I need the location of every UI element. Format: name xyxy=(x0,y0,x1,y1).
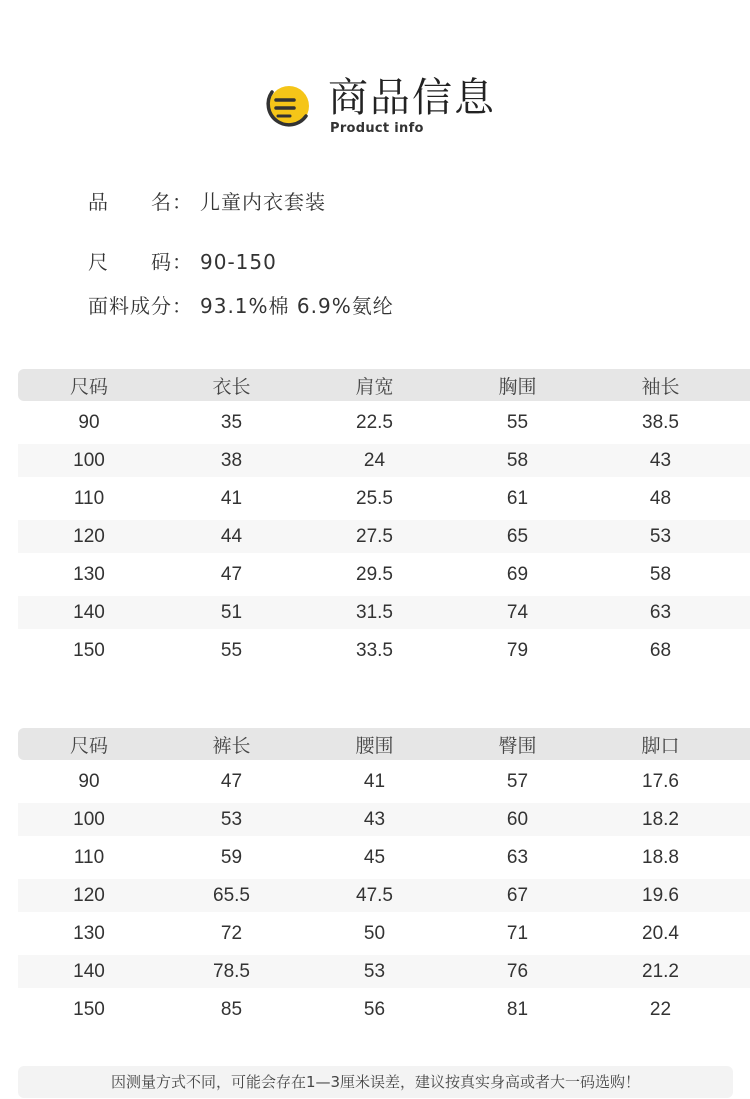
info-value: 93.1%棉 6.9%氨纶 xyxy=(200,294,394,318)
table-cell: 81 xyxy=(506,998,529,1020)
table-cell: 47.5 xyxy=(356,884,393,906)
table-cell: 41 xyxy=(220,487,243,509)
table-cell: 45 xyxy=(363,846,386,868)
table-header-cell: 脚口 xyxy=(641,735,680,757)
table-header-cell: 腰围 xyxy=(355,735,394,757)
table-cell: 140 xyxy=(73,601,105,623)
table-cell: 43 xyxy=(649,449,672,471)
table-cell: 78.5 xyxy=(213,960,250,982)
info-row-fabric xyxy=(88,290,394,319)
table-row xyxy=(18,444,750,477)
table-cell: 48 xyxy=(649,487,672,509)
table-cell: 90 xyxy=(78,770,100,792)
info-label: 面料成分： xyxy=(88,294,193,318)
table-cell: 68 xyxy=(649,639,672,661)
table-cell: 56 xyxy=(363,998,386,1020)
table-header-row xyxy=(18,728,750,760)
table-cell: 130 xyxy=(73,563,105,585)
product-info-icon xyxy=(262,82,312,132)
table-cell: 55 xyxy=(220,639,243,661)
table-cell: 58 xyxy=(649,563,672,585)
table-cell: 61 xyxy=(506,487,529,509)
page-subtitle: Product info xyxy=(330,121,424,136)
table-header-cell: 尺码 xyxy=(69,376,108,398)
table-cell: 55 xyxy=(506,411,529,433)
top-size-table xyxy=(18,369,750,672)
table-cell: 43 xyxy=(363,808,386,830)
table-cell: 110 xyxy=(73,487,105,509)
table-cell: 19.6 xyxy=(642,884,679,906)
table-cell: 100 xyxy=(73,449,105,471)
table-cell: 51 xyxy=(220,601,243,623)
table-row xyxy=(18,955,750,988)
table-cell: 60 xyxy=(506,808,529,830)
table-row xyxy=(18,879,750,912)
info-label: 品 名： xyxy=(88,190,193,214)
table-cell: 50 xyxy=(363,922,386,944)
table-cell: 120 xyxy=(73,884,105,906)
table-cell: 57 xyxy=(506,770,529,792)
table-cell: 79 xyxy=(506,639,529,661)
table-cell: 63 xyxy=(649,601,672,623)
table-cell: 85 xyxy=(220,998,243,1020)
section-header xyxy=(262,74,562,144)
table-cell: 74 xyxy=(506,601,529,623)
table-cell: 150 xyxy=(73,639,105,661)
table-row xyxy=(18,988,750,1031)
info-value: 90-150 xyxy=(200,250,277,274)
table-cell: 17.6 xyxy=(642,770,679,792)
table-cell: 90 xyxy=(78,411,100,433)
table-cell: 63 xyxy=(506,846,529,868)
table-cell: 130 xyxy=(73,922,105,944)
table-cell: 65.5 xyxy=(213,884,250,906)
table-header-cell: 肩宽 xyxy=(355,376,394,398)
table-cell: 58 xyxy=(506,449,529,471)
table-header-cell: 胸围 xyxy=(498,376,537,398)
table-cell: 22.5 xyxy=(356,411,393,433)
table-cell: 53 xyxy=(363,960,386,982)
table-header-row xyxy=(18,369,750,401)
table-row xyxy=(18,553,750,596)
info-row-name xyxy=(88,186,326,215)
info-value: 儿童内衣套装 xyxy=(200,190,326,214)
table-cell: 76 xyxy=(506,960,529,982)
table-row xyxy=(18,760,750,803)
table-cell: 53 xyxy=(220,808,243,830)
table-row xyxy=(18,912,750,955)
table-cell: 35 xyxy=(220,411,243,433)
table-cell: 140 xyxy=(73,960,105,982)
table-cell: 47 xyxy=(220,770,243,792)
table-cell: 31.5 xyxy=(356,601,393,623)
table-cell: 27.5 xyxy=(356,525,393,547)
table-cell: 38.5 xyxy=(642,411,679,433)
table-cell: 47 xyxy=(220,563,243,585)
table-cell: 21.2 xyxy=(642,960,679,982)
table-header-cell: 尺码 xyxy=(69,735,108,757)
page-title: 商品信息 xyxy=(328,75,496,121)
table-header-cell: 袖长 xyxy=(641,376,680,398)
table-cell: 44 xyxy=(220,525,243,547)
table-cell: 33.5 xyxy=(356,639,393,661)
table-cell: 72 xyxy=(220,922,243,944)
table-row xyxy=(18,596,750,629)
table-cell: 150 xyxy=(73,998,105,1020)
table-header-cell: 臀围 xyxy=(498,735,537,757)
table-cell: 110 xyxy=(73,846,105,868)
table-cell: 29.5 xyxy=(356,563,393,585)
table-cell: 18.2 xyxy=(642,808,679,830)
table-cell: 71 xyxy=(506,922,529,944)
table-cell: 22 xyxy=(649,998,672,1020)
table-cell: 120 xyxy=(73,525,105,547)
table-cell: 25.5 xyxy=(356,487,393,509)
table-cell: 18.8 xyxy=(642,846,679,868)
table-row xyxy=(18,836,750,879)
table-cell: 41 xyxy=(363,770,386,792)
table-header-cell: 裤长 xyxy=(212,735,251,757)
table-row xyxy=(18,401,750,444)
info-label: 尺 码： xyxy=(88,250,193,274)
table-cell: 53 xyxy=(649,525,672,547)
table-row xyxy=(18,803,750,836)
table-cell: 67 xyxy=(506,884,529,906)
info-row-size xyxy=(88,246,277,275)
table-row xyxy=(18,629,750,672)
measurement-note: 因测量方式不同，可能会存在1—3厘米误差，建议按真实身高或者大一码选购！ xyxy=(18,1066,733,1098)
table-cell: 69 xyxy=(506,563,529,585)
table-cell: 24 xyxy=(363,449,386,471)
table-cell: 65 xyxy=(506,525,529,547)
table-cell: 100 xyxy=(73,808,105,830)
table-header-cell: 衣长 xyxy=(212,376,251,398)
table-cell: 38 xyxy=(220,449,243,471)
table-row xyxy=(18,520,750,553)
table-cell: 20.4 xyxy=(642,922,679,944)
bottom-size-table xyxy=(18,728,750,1031)
table-row xyxy=(18,477,750,520)
table-cell: 59 xyxy=(220,846,243,868)
